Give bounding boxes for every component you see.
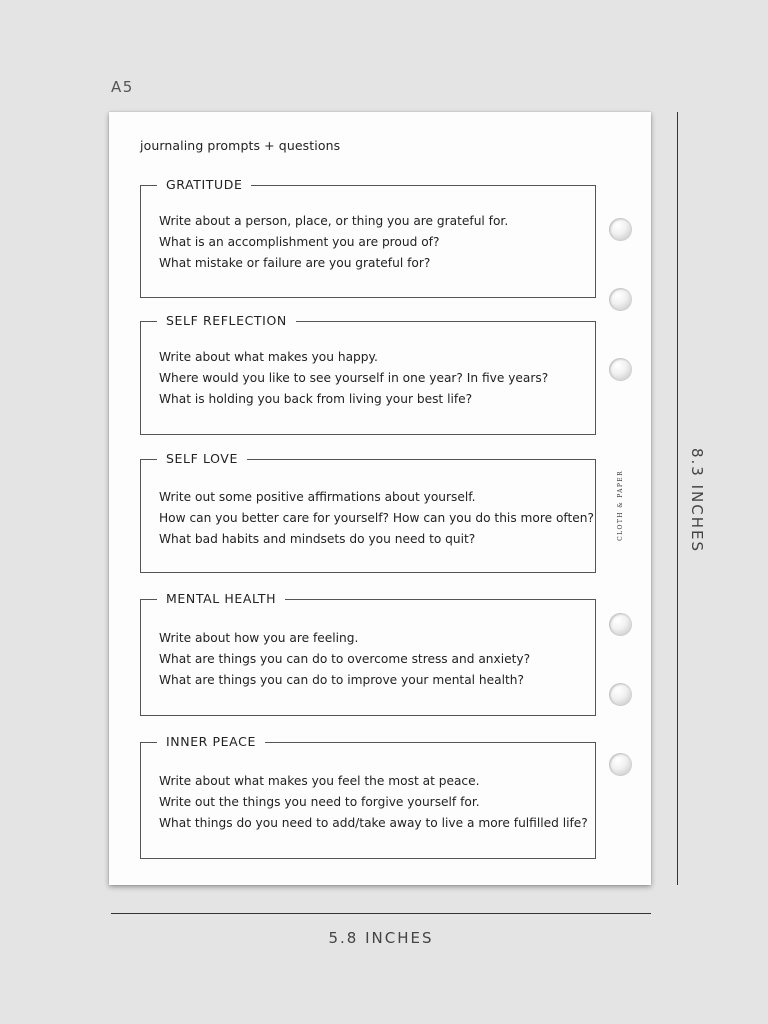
section-gratitude <box>140 177 596 298</box>
width-dimension-label: 5.8 INCHES <box>328 929 434 947</box>
prompt-item: Write out some positive affirmations about yourself. <box>159 490 476 504</box>
section-mental-health <box>140 591 596 716</box>
section-title: SELF REFLECTION <box>157 312 296 330</box>
section-title: INNER PEACE <box>157 733 265 751</box>
prompt-item: What is an accomplishment you are proud of? <box>159 235 440 249</box>
prompt-list <box>159 211 587 274</box>
prompt-item: What are things you can do to overcome stress and anxiety? <box>159 652 531 666</box>
binder-hole-icon <box>609 753 632 776</box>
prompt-item: Write about how you are feeling. <box>159 631 359 645</box>
binder-hole-icon <box>609 358 632 381</box>
prompt-item: How can you better care for yourself? How can you do this more often? <box>159 511 594 525</box>
prompt-list <box>159 487 594 550</box>
height-dimension-label: 8.3 INCHES <box>688 448 706 554</box>
prompt-item: What are things you can do to improve your mental health? <box>159 673 524 687</box>
prompt-item: Write about a person, place, or thing you are grateful for. <box>159 214 509 228</box>
paper-size-label: A5 <box>111 78 134 96</box>
section-title: MENTAL HEALTH <box>157 590 285 608</box>
section-self-love <box>140 451 596 573</box>
section-title: GRATITUDE <box>157 176 251 194</box>
prompt-item: Write about what makes you feel the most at peace. <box>159 774 480 788</box>
height-dimension-line <box>677 112 678 885</box>
prompt-list <box>159 628 587 691</box>
page-title: journaling prompts + questions <box>140 138 341 153</box>
prompt-list <box>159 347 587 410</box>
prompt-item: Write out the things you need to forgive yourself for. <box>159 795 480 809</box>
prompt-item: Where would you like to see yourself in one year? In five years? <box>159 371 549 385</box>
section-title: SELF LOVE <box>157 450 247 468</box>
section-inner-peace <box>140 734 596 859</box>
width-dimension-line <box>111 913 651 914</box>
binder-hole-icon <box>609 613 632 636</box>
binder-hole-icon <box>609 683 632 706</box>
section-self-reflection <box>140 313 596 435</box>
planner-page <box>109 112 651 885</box>
prompt-item: Write about what makes you happy. <box>159 350 378 364</box>
binder-hole-icon <box>609 218 632 241</box>
prompt-item: What bad habits and mindsets do you need to quit? <box>159 532 476 546</box>
prompt-item: What is holding you back from living your best life? <box>159 392 473 406</box>
binder-hole-icon <box>609 288 632 311</box>
brand-mark: CLOTH & PAPER <box>617 470 624 541</box>
prompt-item: What things do you need to add/take away to live a more fulfilled life? <box>159 816 588 830</box>
prompt-item: What mistake or failure are you grateful for? <box>159 256 431 270</box>
prompt-list <box>159 771 587 834</box>
